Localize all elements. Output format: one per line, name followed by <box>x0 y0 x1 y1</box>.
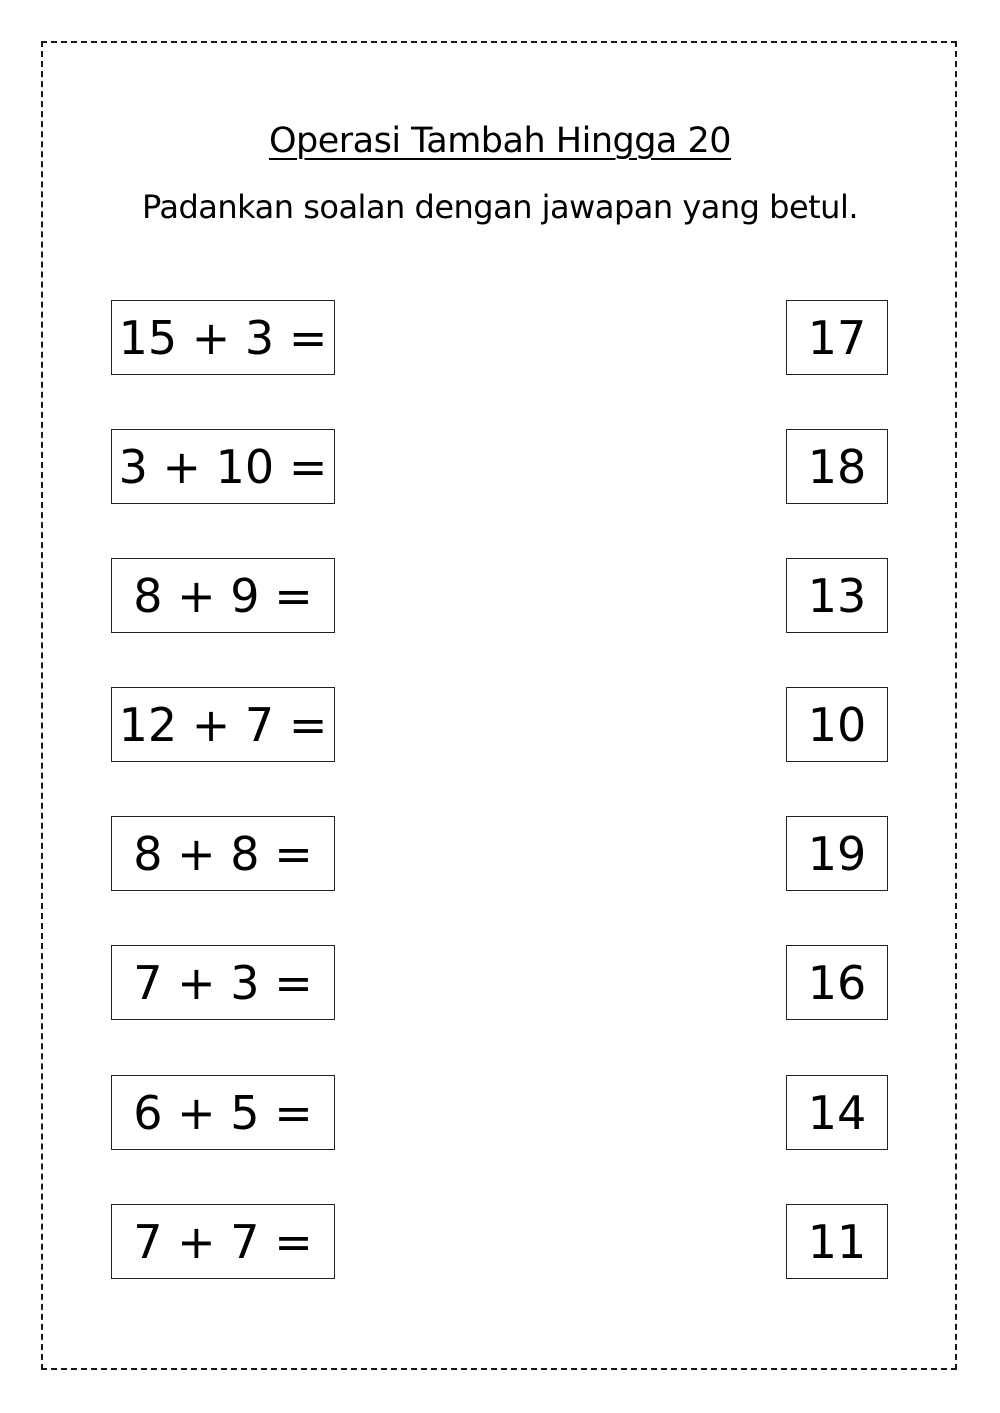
answer-box-7[interactable]: 14 <box>786 1075 888 1150</box>
answer-box-4[interactable]: 10 <box>786 687 888 762</box>
question-box-2[interactable]: 3 + 10 = <box>111 429 335 504</box>
question-box-5[interactable]: 8 + 8 = <box>111 816 335 891</box>
question-box-3[interactable]: 8 + 9 = <box>111 558 335 633</box>
question-box-4[interactable]: 12 + 7 = <box>111 687 335 762</box>
answer-box-2[interactable]: 18 <box>786 429 888 504</box>
question-box-7[interactable]: 6 + 5 = <box>111 1075 335 1150</box>
question-box-1[interactable]: 15 + 3 = <box>111 300 335 375</box>
answer-box-5[interactable]: 19 <box>786 816 888 891</box>
answer-box-8[interactable]: 11 <box>786 1204 888 1279</box>
answer-box-1[interactable]: 17 <box>786 300 888 375</box>
answer-box-6[interactable]: 16 <box>786 945 888 1020</box>
answer-box-3[interactable]: 13 <box>786 558 888 633</box>
worksheet-instruction: Padankan soalan dengan jawapan yang betul. <box>141 188 859 226</box>
question-box-6[interactable]: 7 + 3 = <box>111 945 335 1020</box>
worksheet-title: Operasi Tambah Hingga 20 <box>268 121 732 161</box>
question-box-8[interactable]: 7 + 7 = <box>111 1204 335 1279</box>
